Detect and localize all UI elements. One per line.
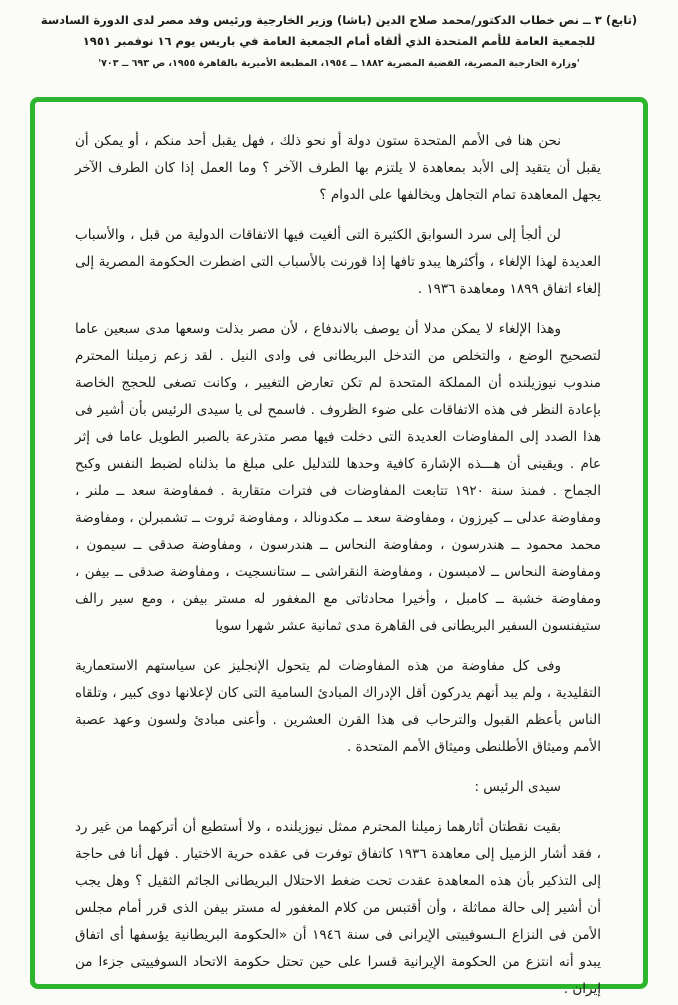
paragraph: لن ألجأ إلى سرد السوابق الكثيرة التى ألغيت فيها الاتفاقات الدولية من قبل ، والأسباب العديدة لهذا الإلغاء ، وأكثرها يبدو تافها إذا قورنت بالأسباب التى اضطرت الحكومة المصرية إلى إلغاء اتفاق ١٨٩٩ ومعاهدة ١٩٣٦ . xyxy=(75,227,601,297)
header-source-citation: 'وزارة الخارجية المصرية، القضية المصرية ١٨٨٢ ــ ١٩٥٤، المطبعة الأميرية بالقاهرة ١٩٥٥، ص ٦٩٣ ــ ٧٠٣' xyxy=(98,58,580,69)
paragraph: بقيت نقطتان أثارهما زميلنا المحترم ممثل نيوزيلنده ، ولا أستطيع أن أتركهما من غير رد ، فقد أشار الزميل إلى معاهدة ١٩٣٦ كاتفاق توفرت فى عقده حرية الاختيار . فهل أنا فى حاجة إلى التذكير بأن هذه المعاهدة عقدت تحت ضغط الاحتلال البريطانى الجاثم الثقيل ؟ وهل يجب أن أشير إلى حالة مماثلة ، وأن أقتبس من كلام المغفور له مستر بيفن الذى قرر أمام مجلس الأمن فى النزاع الـسوفييتى الإيرانى فى سنة ١٩٤٦ أن «الحكومة البريطانية يؤسفها أى اتفاق يبدو أنه انتزع من الحكومة الإيرانية قسرا على حين تحتل حكومة الاتحاد السوفييتى جزءا من إيران . xyxy=(75,819,602,997)
salutation-line: سيدى الرئيس : xyxy=(474,779,561,795)
paragraph: نحن هنا فى الأمم المتحدة ستون دولة أو نحو ذلك ، فهل يقبل أحد منكم ، أو يمكن أن يقبل أن يتقيد إلى الأبد بمعاهدة لا يلتزم بها الطرف الآخر ؟ وما العمل إذا كان الطرف الآخر يجهل المعاهدة تمام التجاهل ويخالفها على الدوام ؟ xyxy=(75,133,601,203)
paragraph: وهذا الإلغاء لا يمكن مدلا أن يوصف بالاندفاع ، لأن مصر بذلت وسعها مدى سبعين عاما لتصحيح الوضع ، والتخلص من التدخل البريطانى فى وادى النيل . لقد زعم زميلنا المحترم مندوب نيوزيلنده أن المملكة المتحدة لم تكن تعارض التغيير ، وكانت تصغى للحجج الخاصة بإعادة النظر فى هذه الاتفاقات على ضوء الظروف . فاسمح لى يا سيدى الرئيس بأن أشير فى هذا الصدد إلى المفاوضات العديدة التى دخلت فيها مصر متذرعة بالصبر الطويل عاما فى إثر عام . ويقينى أن هـــذه الإشارة كافية وحدها للتدليل على مبلغ ما بذلناه لضبط النفس وكبح الجماح . فمنذ سنة ١٩٢٠ تتابعت المفاوضات فى فترات متقاربة . فمفاوضة سعد ــ ملنر ، ومفاوضة عدلى ــ كيرزون ، ومفاوضة سعد ــ مكدونالد ، ومفاوضة ثروت ــ تشمبرلن ، ومفاوضة محمد محمود ــ هندرسون ، ومفاوضة النحاس ــ هندرسون ، ومفاوضة صدقى ــ سيمون ، ومفاوضة النحاس ــ لامبسون ، ومفاوضة النقراشى ــ ستانسجيت ، ومفاوضة صدقى ــ بيفن ، ومفاوضة خشبة ــ كامبل ، وأخيرا محادثاتى مع المغفور له مستر بيفن ، ومع سير رالف ستيفنسون السفير البريطانى فى القاهرة مدى ثمانية عشر شهرا سويا xyxy=(75,321,601,634)
highlight-frame xyxy=(30,97,648,997)
header-title-line-1: (تابع) ٣ ــ نص خطاب الدكتور/محمد صلاح الدين (باشا) وزير الخارجية ورئيس وفد مصر لدى الدورة السادسة xyxy=(40,13,638,27)
document-body xyxy=(35,102,643,1003)
header-title-line-2: للجمعية العامة للأمم المتحدة الذي ألقاه أمام الجمعية العامة في باريس يوم ١٦ نوفمبر ١٩٥١ xyxy=(82,34,596,48)
document-header xyxy=(0,0,678,72)
paragraph: وفى كل مفاوضة من هذه المفاوضات لم يتحول الإنجليز عن سياستهم الاستعمارية التقليدية ، ولم يبد أنهم يدركون أقل الإدراك المبادئ السامية التى كان لإعلانها دوى كبير ، وتلقاه الناس بأعظم القبول والترحاب فى هذا القرن العشرين . وأعنى مبادئ ولسون وعهد عصبة الأمم وميثاق الأطلنطى وميثاق الأمم المتحدة . xyxy=(75,658,601,755)
